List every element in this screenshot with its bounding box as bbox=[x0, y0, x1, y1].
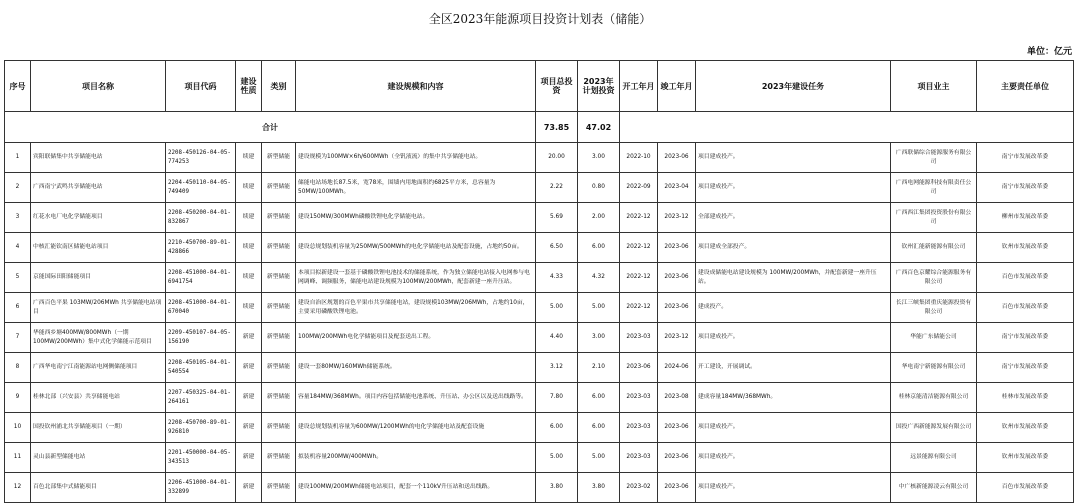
task-2023: 项目建成投产。 bbox=[696, 413, 891, 443]
header-owner: 项目业主 bbox=[891, 61, 977, 112]
table-row bbox=[5, 443, 1074, 473]
build-scope: 储能电站场地长87.5米，宽78米，围墙内用地面积约6825平方米，总容量为50MW/100MWh。 bbox=[296, 173, 536, 203]
header-nature: 建设性质 bbox=[236, 61, 262, 112]
row-number: 3 bbox=[5, 203, 31, 233]
project-name: 广西南宁武鸣共享储能电站 bbox=[31, 173, 166, 203]
category: 新型储能 bbox=[262, 173, 296, 203]
responsible-unit: 南宁市发展改革委 bbox=[977, 173, 1074, 203]
start-month: 2023-03 bbox=[620, 413, 658, 443]
project-owner: 广西电网能源科技有限责任公司 bbox=[891, 173, 977, 203]
total-investment: 4.33 bbox=[536, 263, 578, 293]
plan-investment: 6.00 bbox=[578, 383, 620, 413]
project-name: 宾阳联储集中共享储能电站 bbox=[31, 143, 166, 173]
project-code: 2204-450110-04-05-749409 bbox=[166, 173, 236, 203]
plan-investment: 3.00 bbox=[578, 323, 620, 353]
row-number: 1 bbox=[5, 143, 31, 173]
project-code: 2208-451000-04-01-670040 bbox=[166, 293, 236, 323]
header-row bbox=[5, 61, 1074, 112]
start-month: 2022-09 bbox=[620, 173, 658, 203]
row-number: 10 bbox=[5, 413, 31, 443]
task-2023: 项目建成投产。 bbox=[696, 173, 891, 203]
build-scope: 建设规模为100MW×6h/600MWh（全钒液流）的集中共享储能电站。 bbox=[296, 143, 536, 173]
total-row bbox=[5, 112, 1074, 143]
project-code: 2208-450105-04-01-540554 bbox=[166, 353, 236, 383]
row-number: 6 bbox=[5, 293, 31, 323]
end-month: 2023-12 bbox=[658, 323, 696, 353]
page-title: 全区2023年能源项目投资计划表（储能） bbox=[428, 12, 652, 26]
table-row bbox=[5, 383, 1074, 413]
responsible-unit: 柳州市发展改革委 bbox=[977, 203, 1074, 233]
project-name: 中核汇能钦南区储能电站项目 bbox=[31, 233, 166, 263]
project-code: 2206-451000-04-01-332899 bbox=[166, 473, 236, 503]
end-month: 2023-06 bbox=[658, 413, 696, 443]
table-row bbox=[5, 143, 1074, 173]
unit-label: 单位：亿元 bbox=[1026, 47, 1072, 57]
project-name: 国投钦州浦北共享储能项目（一期） bbox=[31, 413, 166, 443]
end-month: 2023-06 bbox=[658, 143, 696, 173]
category: 新型储能 bbox=[262, 233, 296, 263]
row-number: 9 bbox=[5, 383, 31, 413]
total-investment: 4.40 bbox=[536, 323, 578, 353]
category: 新型储能 bbox=[262, 323, 296, 353]
end-month: 2023-06 bbox=[658, 473, 696, 503]
total-blank bbox=[620, 112, 1074, 143]
build-nature: 续建 bbox=[236, 293, 262, 323]
project-owner: 华电南宁新能源有限公司 bbox=[891, 353, 977, 383]
table-row bbox=[5, 413, 1074, 443]
category: 新型储能 bbox=[262, 413, 296, 443]
build-nature: 新建 bbox=[236, 443, 262, 473]
plan-investment: 2.10 bbox=[578, 353, 620, 383]
category: 新型储能 bbox=[262, 143, 296, 173]
header-name: 项目名称 bbox=[31, 61, 166, 112]
responsible-unit: 百色市发展改革委 bbox=[977, 473, 1074, 503]
project-code: 2210-450700-89-01-428866 bbox=[166, 233, 236, 263]
start-month: 2022-10 bbox=[620, 143, 658, 173]
project-owner: 广西西江集团投资股份有限公司 bbox=[891, 203, 977, 233]
build-nature: 新建 bbox=[236, 413, 262, 443]
table-row bbox=[5, 473, 1074, 503]
total-investment: 20.00 bbox=[536, 143, 578, 173]
plan-investment: 3.80 bbox=[578, 473, 620, 503]
table-row bbox=[5, 263, 1074, 293]
start-month: 2022-12 bbox=[620, 293, 658, 323]
category: 新型储能 bbox=[262, 383, 296, 413]
category: 新型储能 bbox=[262, 203, 296, 233]
end-month: 2023-12 bbox=[658, 203, 696, 233]
project-owner: 国投广西新能源发展有限公司 bbox=[891, 413, 977, 443]
table-row bbox=[5, 173, 1074, 203]
header-category: 类别 bbox=[262, 61, 296, 112]
responsible-unit: 钦州市发展改革委 bbox=[977, 233, 1074, 263]
project-code: 2208-450200-04-01-832867 bbox=[166, 203, 236, 233]
end-month: 2023-04 bbox=[658, 173, 696, 203]
row-number: 8 bbox=[5, 353, 31, 383]
plan-investment: 2.00 bbox=[578, 203, 620, 233]
task-2023: 项目建成投产。 bbox=[696, 323, 891, 353]
total-investment: 6.50 bbox=[536, 233, 578, 263]
table-row bbox=[5, 323, 1074, 353]
header-plan-investment: 2023年计划投资 bbox=[578, 61, 620, 112]
task-2023: 全部建成投产。 bbox=[696, 203, 891, 233]
project-owner: 中广核新能源凌云有限公司 bbox=[891, 473, 977, 503]
total-investment: 7.80 bbox=[536, 383, 578, 413]
build-scope: 建设总规划装机容量为600MW/1200MWh的电化学储能电站及配套设施 bbox=[296, 413, 536, 443]
responsible-unit: 南宁市发展改革委 bbox=[977, 143, 1074, 173]
row-number: 7 bbox=[5, 323, 31, 353]
header-total-investment: 项目总投资 bbox=[536, 61, 578, 112]
header-start: 开工年月 bbox=[620, 61, 658, 112]
build-nature: 新建 bbox=[236, 473, 262, 503]
build-scope: 建设总规划装机容量为250MW/500MWh的电化学储能电站及配套设施，占地约50亩。 bbox=[296, 233, 536, 263]
task-2023: 项目建成投产。 bbox=[696, 473, 891, 503]
category: 新型储能 bbox=[262, 293, 296, 323]
project-code: 2201-450000-04-05-343513 bbox=[166, 443, 236, 473]
project-owner: 钦州汇能新能源有限公司 bbox=[891, 233, 977, 263]
plan-investment: 6.00 bbox=[578, 233, 620, 263]
start-month: 2023-03 bbox=[620, 323, 658, 353]
build-nature: 新建 bbox=[236, 323, 262, 353]
responsible-unit: 钦州市发展改革委 bbox=[977, 413, 1074, 443]
task-2023: 建成投产。 bbox=[696, 293, 891, 323]
task-2023: 项目建成投产。 bbox=[696, 143, 891, 173]
total-investment: 2.22 bbox=[536, 173, 578, 203]
project-code: 2207-450325-04-01-264161 bbox=[166, 383, 236, 413]
project-name: 桂林北部（兴安县）共享储能电站 bbox=[31, 383, 166, 413]
start-month: 2023-03 bbox=[620, 383, 658, 413]
build-scope: 拟装机容量200MW/400MWh。 bbox=[296, 443, 536, 473]
header-code: 项目代码 bbox=[166, 61, 236, 112]
row-number: 12 bbox=[5, 473, 31, 503]
total-investment: 3.80 bbox=[536, 473, 578, 503]
end-month: 2023-06 bbox=[658, 263, 696, 293]
total-investment: 6.00 bbox=[536, 413, 578, 443]
total-label: 合计 bbox=[5, 112, 536, 143]
category: 新型储能 bbox=[262, 473, 296, 503]
category: 新型储能 bbox=[262, 263, 296, 293]
total-investment: 3.12 bbox=[536, 353, 578, 383]
build-nature: 新建 bbox=[236, 353, 262, 383]
build-nature: 续建 bbox=[236, 233, 262, 263]
build-nature: 续建 bbox=[236, 203, 262, 233]
project-owner: 广西百色京耀综合能源服务有限公司 bbox=[891, 263, 977, 293]
project-owner: 华能广东储能公司 bbox=[891, 323, 977, 353]
plan-investment: 4.32 bbox=[578, 263, 620, 293]
build-scope: 建设150MW/300MWh磷酸铁锂电化学储能电站。 bbox=[296, 203, 536, 233]
total-investment: 73.85 bbox=[536, 112, 578, 143]
project-owner: 桂林京能清洁能源有限公司 bbox=[891, 383, 977, 413]
project-code: 2208-451000-04-01-6941754 bbox=[166, 263, 236, 293]
row-number: 4 bbox=[5, 233, 31, 263]
responsible-unit: 桂林市发展改革委 bbox=[977, 383, 1074, 413]
table-row bbox=[5, 233, 1074, 263]
row-number: 11 bbox=[5, 443, 31, 473]
plan-investment: 5.00 bbox=[578, 443, 620, 473]
end-month: 2023-06 bbox=[658, 443, 696, 473]
total-plan-investment: 47.02 bbox=[578, 112, 620, 143]
total-investment: 5.00 bbox=[536, 443, 578, 473]
build-scope: 建设自治区规划的百色平果市共享储能电站，建设规模103MW/206MWh，占地约10亩，主要采用磷酸铁锂电池。 bbox=[296, 293, 536, 323]
start-month: 2023-03 bbox=[620, 443, 658, 473]
start-month: 2022-12 bbox=[620, 233, 658, 263]
end-month: 2023-08 bbox=[658, 383, 696, 413]
build-scope: 容量184MW/368MWh。项目内容包括储能电池系统、升压站、办公区以及送出线路等。 bbox=[296, 383, 536, 413]
build-nature: 续建 bbox=[236, 143, 262, 173]
table-row bbox=[5, 293, 1074, 323]
project-owner: 长江三峡集团重庆能源投资有限公司 bbox=[891, 293, 977, 323]
table-row bbox=[5, 353, 1074, 383]
project-code: 2208-450126-04-05-774253 bbox=[166, 143, 236, 173]
project-name: 京能国际田阳储能项目 bbox=[31, 263, 166, 293]
plan-investment: 3.00 bbox=[578, 143, 620, 173]
plan-investment: 0.80 bbox=[578, 173, 620, 203]
plan-investment: 5.00 bbox=[578, 293, 620, 323]
project-name: 灵山县新型储能电站 bbox=[31, 443, 166, 473]
header-end: 竣工年月 bbox=[658, 61, 696, 112]
responsible-unit: 百色市发展改革委 bbox=[977, 293, 1074, 323]
plan-investment: 6.00 bbox=[578, 413, 620, 443]
category: 新型储能 bbox=[262, 353, 296, 383]
project-owner: 广西联储综合能源服务有限公司 bbox=[891, 143, 977, 173]
responsible-unit: 钦州市发展改革委 bbox=[977, 443, 1074, 473]
task-2023: 建成容量184MW/368MWh。 bbox=[696, 383, 891, 413]
responsible-unit: 南宁市发展改革委 bbox=[977, 323, 1074, 353]
task-2023: 建设成储能电站建设规模为 100MW/200MWh，并配套新建一座升压站。 bbox=[696, 263, 891, 293]
task-2023: 项目建成全部投产。 bbox=[696, 233, 891, 263]
responsible-unit: 南宁市发展改革委 bbox=[977, 353, 1074, 383]
end-month: 2023-06 bbox=[658, 233, 696, 263]
build-nature: 新建 bbox=[236, 383, 262, 413]
total-investment: 5.69 bbox=[536, 203, 578, 233]
project-name: 百色北部集中式储能项目 bbox=[31, 473, 166, 503]
header-no: 序号 bbox=[5, 61, 31, 112]
end-month: 2023-06 bbox=[658, 293, 696, 323]
investment-table bbox=[4, 60, 1074, 503]
build-scope: 100MW/200MWh电化学储能项目及配套送出工程。 bbox=[296, 323, 536, 353]
table-row bbox=[5, 203, 1074, 233]
build-scope: 建设一套80MW/160MWh储能系统。 bbox=[296, 353, 536, 383]
task-2023: 开工建设，开展调试。 bbox=[696, 353, 891, 383]
total-investment: 5.00 bbox=[536, 293, 578, 323]
build-scope: 本项目拟新建设一套基于磷酸铁锂电池技术的储能系统，作为独立储能电站接入电网参与电网调峰、调频服务，储能电站建设规模为100MW/200MWh，配套新建一座升压站。 bbox=[296, 263, 536, 293]
header-scope: 建设规模和内容 bbox=[296, 61, 536, 112]
project-name: 广西百色平果 103MW/206MWh 共享储能电站项目 bbox=[31, 293, 166, 323]
end-month: 2024-06 bbox=[658, 353, 696, 383]
project-name: 红花水电厂电化学储能项目 bbox=[31, 203, 166, 233]
build-scope: 建设100MW/200MWh储能电站项目，配套一个110kV升压站和送出线路。 bbox=[296, 473, 536, 503]
task-2023: 项目建成投产。 bbox=[696, 443, 891, 473]
row-number: 5 bbox=[5, 263, 31, 293]
responsible-unit: 百色市发展改革委 bbox=[977, 263, 1074, 293]
start-month: 2023-02 bbox=[620, 473, 658, 503]
build-nature: 续建 bbox=[236, 263, 262, 293]
header-task: 2023年建设任务 bbox=[696, 61, 891, 112]
start-month: 2023-06 bbox=[620, 353, 658, 383]
project-name: 广西华电南宁江南能源站电网侧储能项目 bbox=[31, 353, 166, 383]
build-nature: 续建 bbox=[236, 173, 262, 203]
row-number: 2 bbox=[5, 173, 31, 203]
start-month: 2022-12 bbox=[620, 203, 658, 233]
project-code: 2209-450107-04-05-156190 bbox=[166, 323, 236, 353]
project-name: 华能西乡塘400MW/800MWh（一期100MW/200MWh）集中式化学储能示范项目 bbox=[31, 323, 166, 353]
start-month: 2022-12 bbox=[620, 263, 658, 293]
project-owner: 远景能源有限公司 bbox=[891, 443, 977, 473]
header-unit: 主要责任单位 bbox=[977, 61, 1074, 112]
category: 新型储能 bbox=[262, 443, 296, 473]
project-code: 2208-450700-89-01-926810 bbox=[166, 413, 236, 443]
